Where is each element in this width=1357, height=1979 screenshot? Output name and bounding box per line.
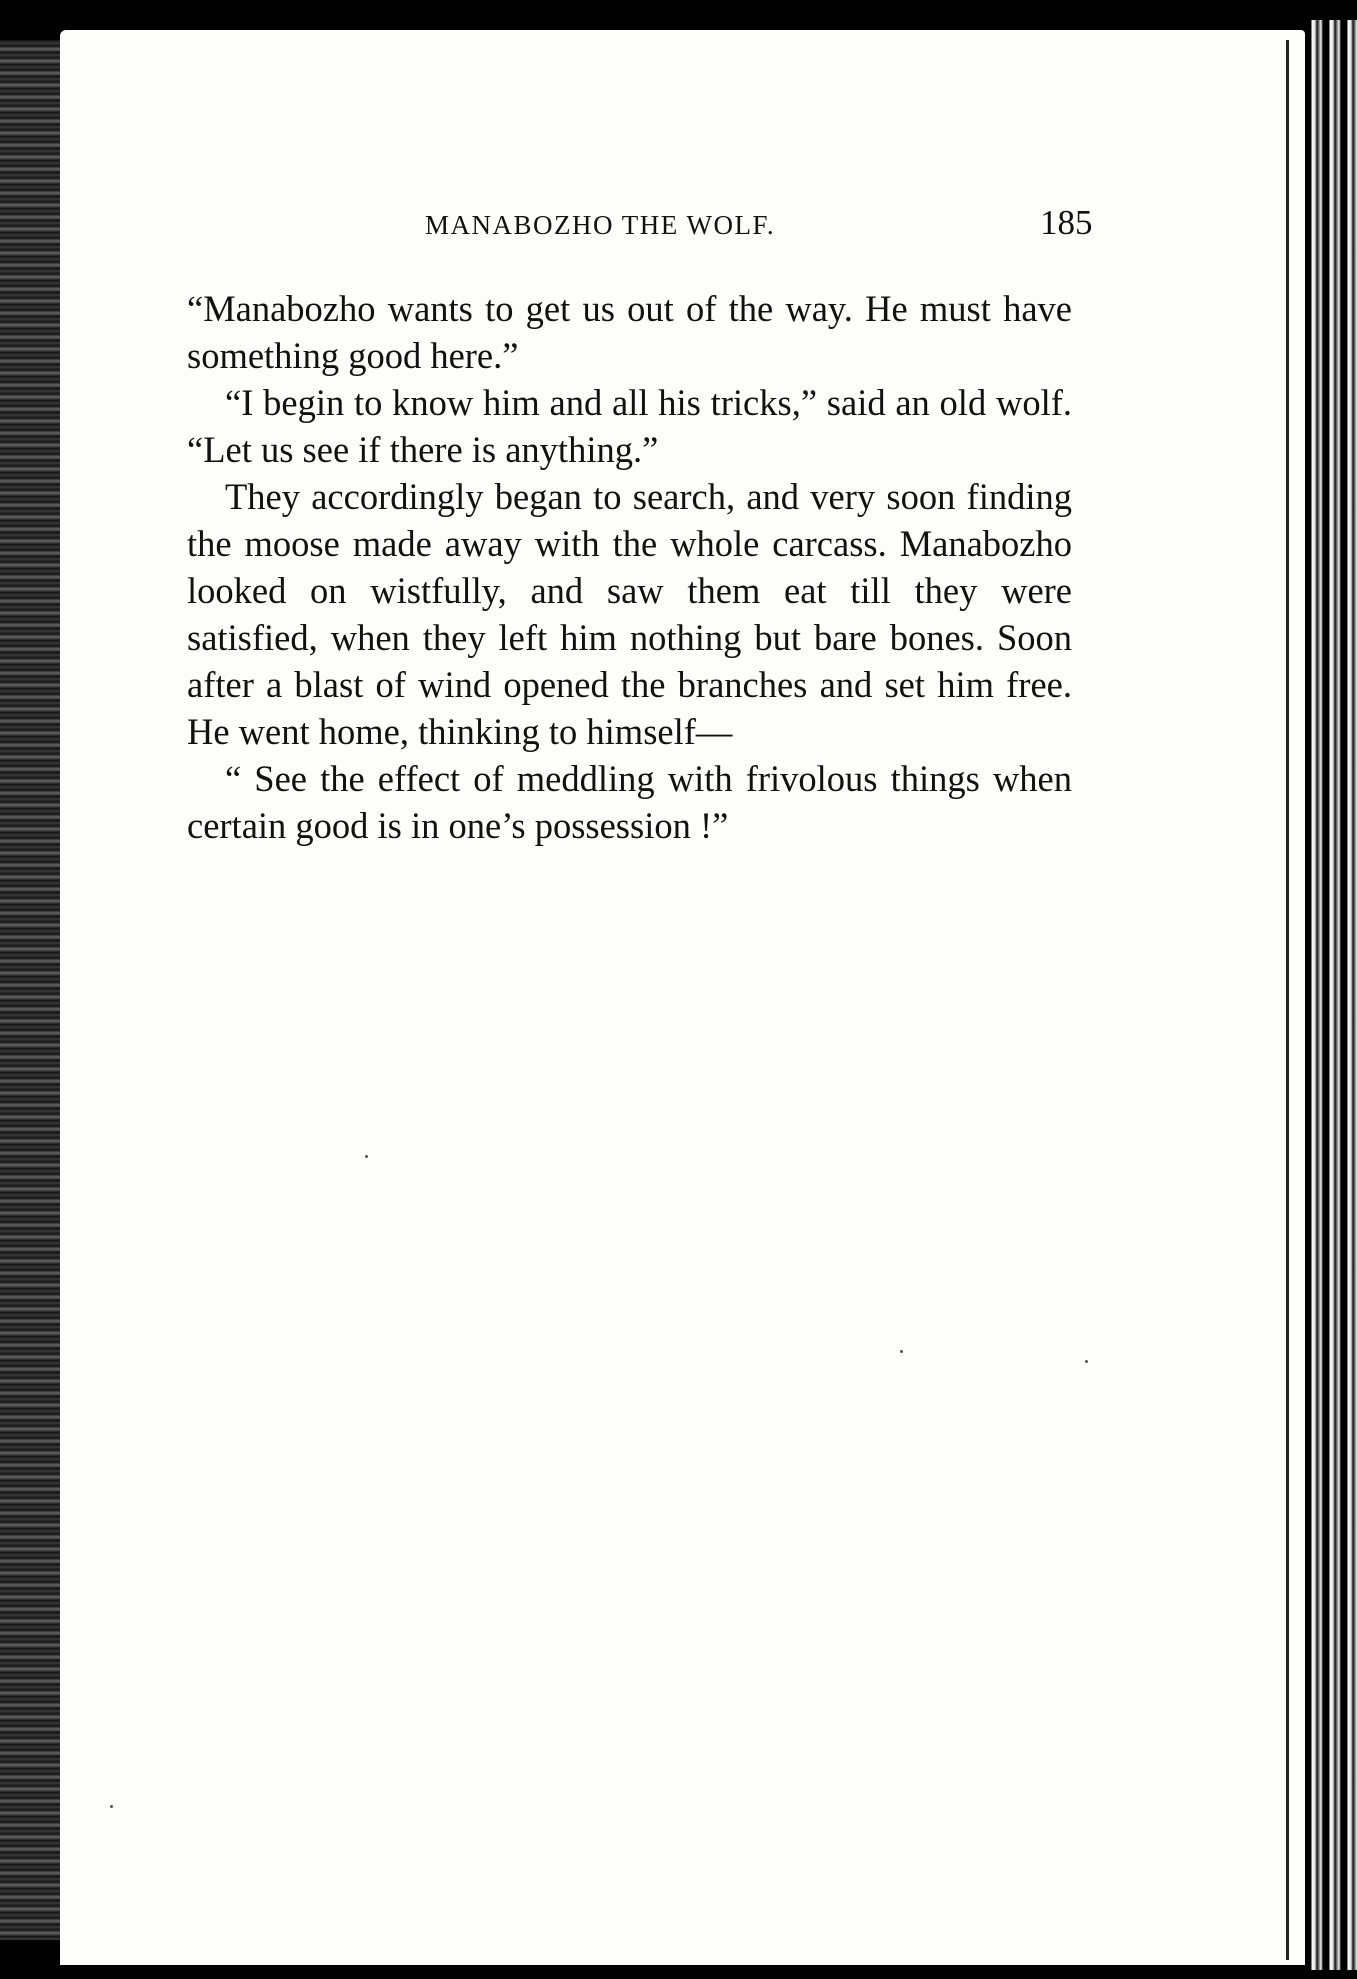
paragraph: “ See the effect of meddling with frivolous things when certain good is in one’s possession !” <box>187 758 1072 846</box>
page-border-line <box>1286 40 1289 1960</box>
body-text <box>187 285 1072 849</box>
paper-speck <box>110 1805 113 1808</box>
paper-speck <box>900 1350 903 1353</box>
paper-speck <box>365 1155 368 1158</box>
right-page-edge <box>1305 20 1357 1970</box>
running-title: MANABOZHO THE WOLF. <box>425 210 776 240</box>
paragraph: “Manabozho wants to get us out of the way. He must have something good here.” <box>187 288 1072 376</box>
paper-speck <box>1085 1360 1088 1363</box>
paragraph: “I begin to know him and all his tricks,” said an old wolf. “Let us see if there is anything.” <box>187 382 1072 470</box>
page-number: 185 <box>1040 203 1093 242</box>
paragraph: They accordingly began to search, and very soon finding the moose made away with the whole carcass. Manabozho looked on wistfully, and saw them eat till they were satisfied, when they left him nothing but bare bones. Soon after a blast of wind opened the branches and set him free. He went home, thinking to himself— <box>187 476 1072 752</box>
